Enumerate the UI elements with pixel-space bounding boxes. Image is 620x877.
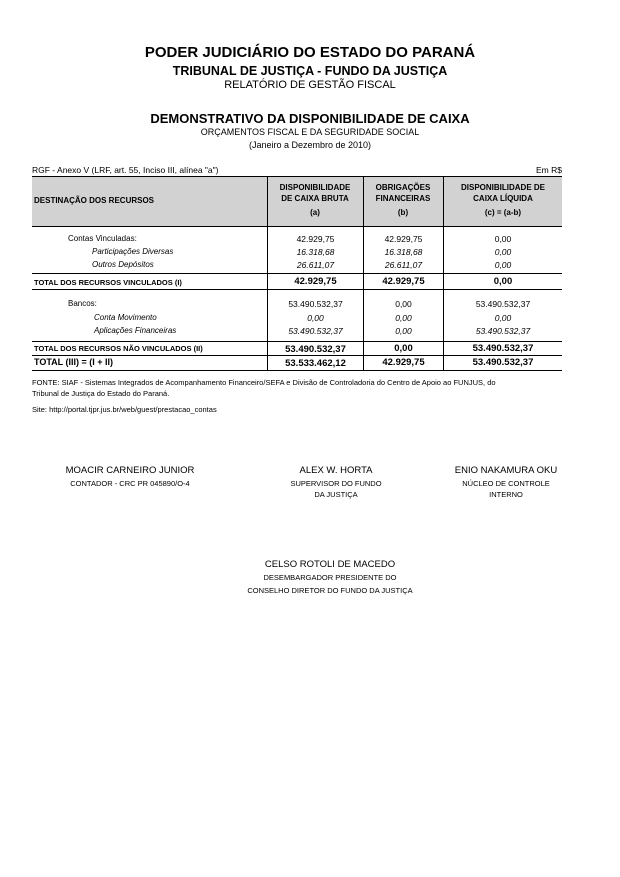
signature-name: ALEX W. HORTA [299, 465, 373, 476]
bancos-a: 53.490.532,37 [288, 299, 343, 309]
rule-total-i-top [32, 273, 562, 274]
bancos-b: 0,00 [395, 299, 412, 309]
bancos-c: 53.490.532,37 [475, 299, 531, 309]
source-note-line1: FONTE: SIAF - Sistemas Integrados de Acompanhamento Financeiro/SEFA e Divisão de Controladoria do Centro de Apoio ao FUNJUS, do [32, 378, 496, 387]
header-col-b-line1: OBRIGAÇÕES [375, 183, 431, 192]
total-geral-a: 53.533.462,12 [285, 358, 346, 369]
rule-total-iii-bottom [32, 370, 562, 371]
participacoes-a: 16.318,68 [296, 247, 335, 257]
total-nao-vinculados-c: 53.490.532,37 [472, 343, 534, 354]
signature-name: ENIO NAKAMURA OKU [454, 465, 558, 476]
currency-label: Em R$ [536, 165, 562, 175]
header-col-a-line3: (a) [310, 208, 320, 217]
source-note-line2: Tribunal de Justiça do Estado do Paraná. [32, 389, 170, 398]
participacoes-b: 16.318,68 [384, 247, 423, 257]
rgf-reference: RGF - Anexo V (LRF, art. 55, Inciso III, alínea "a") [32, 165, 219, 175]
total-nao-vinculados-label: TOTAL DOS RECURSOS NÃO VINCULADOS (II) [34, 344, 203, 353]
header-col-b [363, 182, 443, 218]
aplicacoes-label: Aplicações Financeiras [94, 326, 177, 335]
total-geral-b: 42.929,75 [382, 357, 425, 368]
page-title: PODER JUDICIÁRIO DO ESTADO DO PARANÁ [144, 44, 476, 61]
statement-title: DEMONSTRATIVO DA DISPONIBILIDADE DE CAIXA [150, 111, 470, 126]
vinculadas-a: 42.929,75 [296, 234, 335, 244]
page-subtitle: TRIBUNAL DE JUSTIÇA - FUNDO DA JUSTIÇA [172, 64, 448, 78]
header-col-a [268, 182, 362, 218]
total-vinculados-c: 0,00 [493, 276, 513, 287]
header-col-a-line2: DE CAIXA BRUTA [281, 194, 349, 203]
participacoes-label: Participações Diversas [92, 247, 174, 256]
signature-contador [40, 465, 220, 489]
header-col-c [444, 182, 562, 218]
conta-movimento-a: 0,00 [307, 313, 324, 323]
cash-availability-table [32, 176, 562, 371]
site-link[interactable]: Site: http://portal.tjpr.jus.br/web/guest/prestacao_contas [32, 405, 217, 414]
header-col-b-line3: (b) [397, 208, 409, 217]
signature-supervisor [248, 465, 424, 500]
header-col-c-line1: DISPONIBILIDADE DE [460, 183, 545, 192]
conta-movimento-c: 0,00 [494, 313, 512, 323]
signature-name: MOACIR CARNEIRO JUNIOR [65, 465, 195, 476]
bancos-label: Bancos: [68, 299, 97, 308]
total-geral-c: 53.490.532,37 [472, 357, 534, 368]
outros-depositos-label: Outros Depósitos [92, 260, 154, 269]
signature-presidente [210, 559, 450, 596]
conta-movimento-b: 0,00 [395, 313, 412, 323]
header-col-a-line1: DISPONIBILIDADE [279, 183, 351, 192]
header-col-c-line2: CAIXA LÍQUIDA [473, 194, 533, 203]
header-destino: DESTINAÇÃO DOS RECURSOS [34, 196, 155, 205]
signature-name: CELSO ROTOLI DE MACEDO [264, 559, 396, 570]
total-geral-label: TOTAL (III) = (I + II) [34, 357, 114, 367]
vinculadas-label: Contas Vinculadas: [68, 234, 137, 243]
signature-role: CONSELHO DIRETOR DO FUNDO DA JUSTIÇA [247, 586, 413, 595]
vinculadas-c: 0,00 [494, 234, 512, 244]
rule-total-ii-top [32, 341, 562, 342]
header-col-c-line3: (c) = (a-b) [484, 208, 522, 217]
signature-controle [438, 465, 574, 500]
rule-total-ii-bottom [32, 355, 562, 356]
participacoes-c: 0,00 [494, 247, 512, 257]
signature-role: SUPERVISOR DO FUNDO [290, 479, 382, 488]
total-nao-vinculados-b: 0,00 [394, 343, 413, 354]
total-vinculados-label: TOTAL DOS RECURSOS VINCULADOS (I) [34, 278, 182, 287]
signature-role: INTERNO [489, 490, 523, 499]
signature-role: DA JUSTIÇA [314, 490, 358, 499]
conta-movimento-label: Conta Movimento [94, 313, 157, 322]
signature-role: NÚCLEO DE CONTROLE [462, 479, 550, 488]
total-vinculados-b: 42.929,75 [382, 276, 425, 287]
period-label: (Janeiro a Dezembro de 2010) [248, 140, 372, 150]
source-note [32, 377, 572, 399]
report-name: RELATÓRIO DE GESTÃO FISCAL [224, 79, 396, 91]
budget-label: ORÇAMENTOS FISCAL E DA SEGURIDADE SOCIAL [200, 127, 420, 137]
rule-total-i-bottom [32, 289, 562, 290]
outros-depositos-c: 0,00 [494, 260, 512, 270]
signature-role: DESEMBARGADOR PRESIDENTE DO [263, 573, 397, 582]
vinculadas-b: 42.929,75 [384, 234, 423, 244]
outros-depositos-b: 26.611,07 [384, 260, 423, 270]
aplicacoes-c: 53.490.532,37 [475, 326, 531, 336]
total-nao-vinculados-a: 53.490.532,37 [285, 344, 346, 355]
aplicacoes-a: 53.490.532,37 [288, 326, 343, 336]
aplicacoes-b: 0,00 [395, 326, 412, 336]
header-col-b-line2: FINANCEIRAS [375, 194, 431, 203]
signature-role: CONTADOR - CRC PR 045890/O-4 [70, 479, 190, 488]
outros-depositos-a: 26.611,07 [296, 260, 335, 270]
total-vinculados-a: 42.929,75 [294, 276, 337, 287]
